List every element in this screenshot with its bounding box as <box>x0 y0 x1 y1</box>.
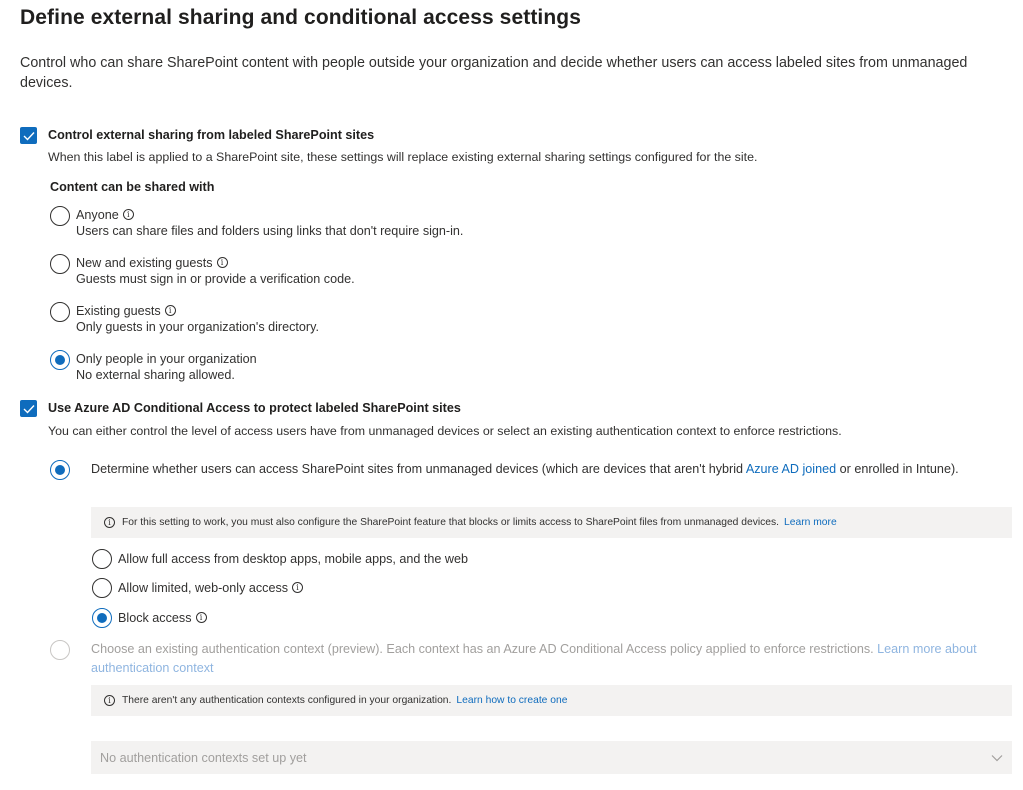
access-option-limited[interactable] <box>92 578 303 598</box>
share-option-org-only-radio[interactable] <box>50 350 70 370</box>
info-icon[interactable]: i <box>217 257 228 268</box>
auth-context-radio[interactable] <box>50 640 70 660</box>
unmanaged-devices-text-after: or enrolled in Intune). <box>836 462 959 476</box>
share-option-new-existing-guests-radio[interactable] <box>50 254 70 274</box>
share-option-existing-guests-radio[interactable] <box>50 302 70 322</box>
checkmark-icon <box>23 131 35 141</box>
access-option-block[interactable] <box>92 608 207 628</box>
learn-how-to-create-link[interactable]: Learn how to create one <box>456 695 568 706</box>
conditional-access-description: You can either control the level of access users have from unmanaged devices or select an existing authentication context to enforce restrictions. <box>48 424 842 438</box>
auth-context-dropdown[interactable] <box>91 741 1012 774</box>
share-option-new-existing-guests-label: New and existing guests <box>76 256 213 270</box>
external-sharing-checkbox-row[interactable] <box>20 127 374 144</box>
auth-context-dropdown-placeholder: No authentication contexts set up yet <box>100 750 307 765</box>
chevron-down-icon <box>991 754 1003 762</box>
share-option-org-only-description: No external sharing allowed. <box>76 368 235 382</box>
azure-ad-joined-link[interactable]: Azure AD joined <box>745 462 837 476</box>
auth-context-info-text: There aren't any authentication contexts configured in your organization. <box>122 695 452 706</box>
info-icon[interactable]: i <box>165 305 176 316</box>
info-icon: i <box>104 695 115 706</box>
conditional-access-checkbox[interactable] <box>20 400 37 417</box>
info-icon[interactable]: i <box>196 612 207 623</box>
access-option-block-label: Block access <box>118 611 192 625</box>
auth-context-learn-more-link[interactable]: Learn more about authentication context <box>91 642 977 675</box>
info-icon[interactable]: i <box>292 582 303 593</box>
share-option-existing-guests-description: Only guests in your organization's directory. <box>76 320 319 334</box>
share-option-anyone-radio[interactable] <box>50 206 70 226</box>
unmanaged-devices-option[interactable] <box>50 460 991 480</box>
access-option-full-radio[interactable] <box>92 549 112 569</box>
external-sharing-description: When this label is applied to a SharePoint site, these settings will replace existing external sharing settings configured for the site. <box>48 150 758 164</box>
checkmark-icon <box>23 404 35 414</box>
info-icon[interactable]: i <box>123 209 134 220</box>
unmanaged-devices-text-before: Determine whether users can access SharePoint sites from unmanaged devices (which are devices that aren't hybrid <box>91 462 746 476</box>
share-option-anyone[interactable] <box>50 206 463 239</box>
conditional-access-checkbox-row[interactable] <box>20 400 461 417</box>
share-option-new-existing-guests-description: Guests must sign in or provide a verification code. <box>76 272 355 286</box>
access-option-limited-radio[interactable] <box>92 578 112 598</box>
access-option-block-radio[interactable] <box>92 608 112 628</box>
unmanaged-devices-radio[interactable] <box>50 460 70 480</box>
share-option-new-existing-guests[interactable] <box>50 254 355 287</box>
info-icon: i <box>104 517 115 528</box>
auth-context-text: Choose an existing authentication context (preview). Each context has an Azure AD Conditional Access policy applied to enforce restrictions. <box>91 642 878 656</box>
external-sharing-label: Control external sharing from labeled SharePoint sites <box>48 128 375 142</box>
auth-context-option[interactable] <box>50 640 991 678</box>
access-option-limited-label: Allow limited, web-only access <box>118 581 289 595</box>
share-option-anyone-label: Anyone <box>76 208 119 222</box>
unmanaged-info-text: For this setting to work, you must also configure the SharePoint feature that blocks or limits access to SharePoint files from unmanaged devices. <box>122 517 780 528</box>
auth-context-info-bar <box>91 685 1012 716</box>
share-option-anyone-description: Users can share files and folders using links that don't require sign-in. <box>76 224 464 238</box>
share-option-existing-guests-label: Existing guests <box>76 304 161 318</box>
page-description: Control who can share SharePoint content with people outside your organization and decide whether users can access labeled sites from unmanaged devices. <box>20 55 968 91</box>
external-sharing-checkbox[interactable] <box>20 127 37 144</box>
learn-more-link[interactable]: Learn more <box>784 517 837 528</box>
access-option-full[interactable] <box>92 549 468 569</box>
share-option-org-only[interactable] <box>50 350 257 383</box>
page-title: Define external sharing and conditional access settings <box>20 6 581 29</box>
content-shared-with-label: Content can be shared with <box>50 180 215 194</box>
conditional-access-label: Use Azure AD Conditional Access to protect labeled SharePoint sites <box>48 401 461 415</box>
access-option-full-label: Allow full access from desktop apps, mobile apps, and the web <box>118 552 469 566</box>
unmanaged-info-bar <box>91 507 1012 538</box>
share-option-org-only-label: Only people in your organization <box>76 352 257 366</box>
share-option-existing-guests[interactable] <box>50 302 319 335</box>
